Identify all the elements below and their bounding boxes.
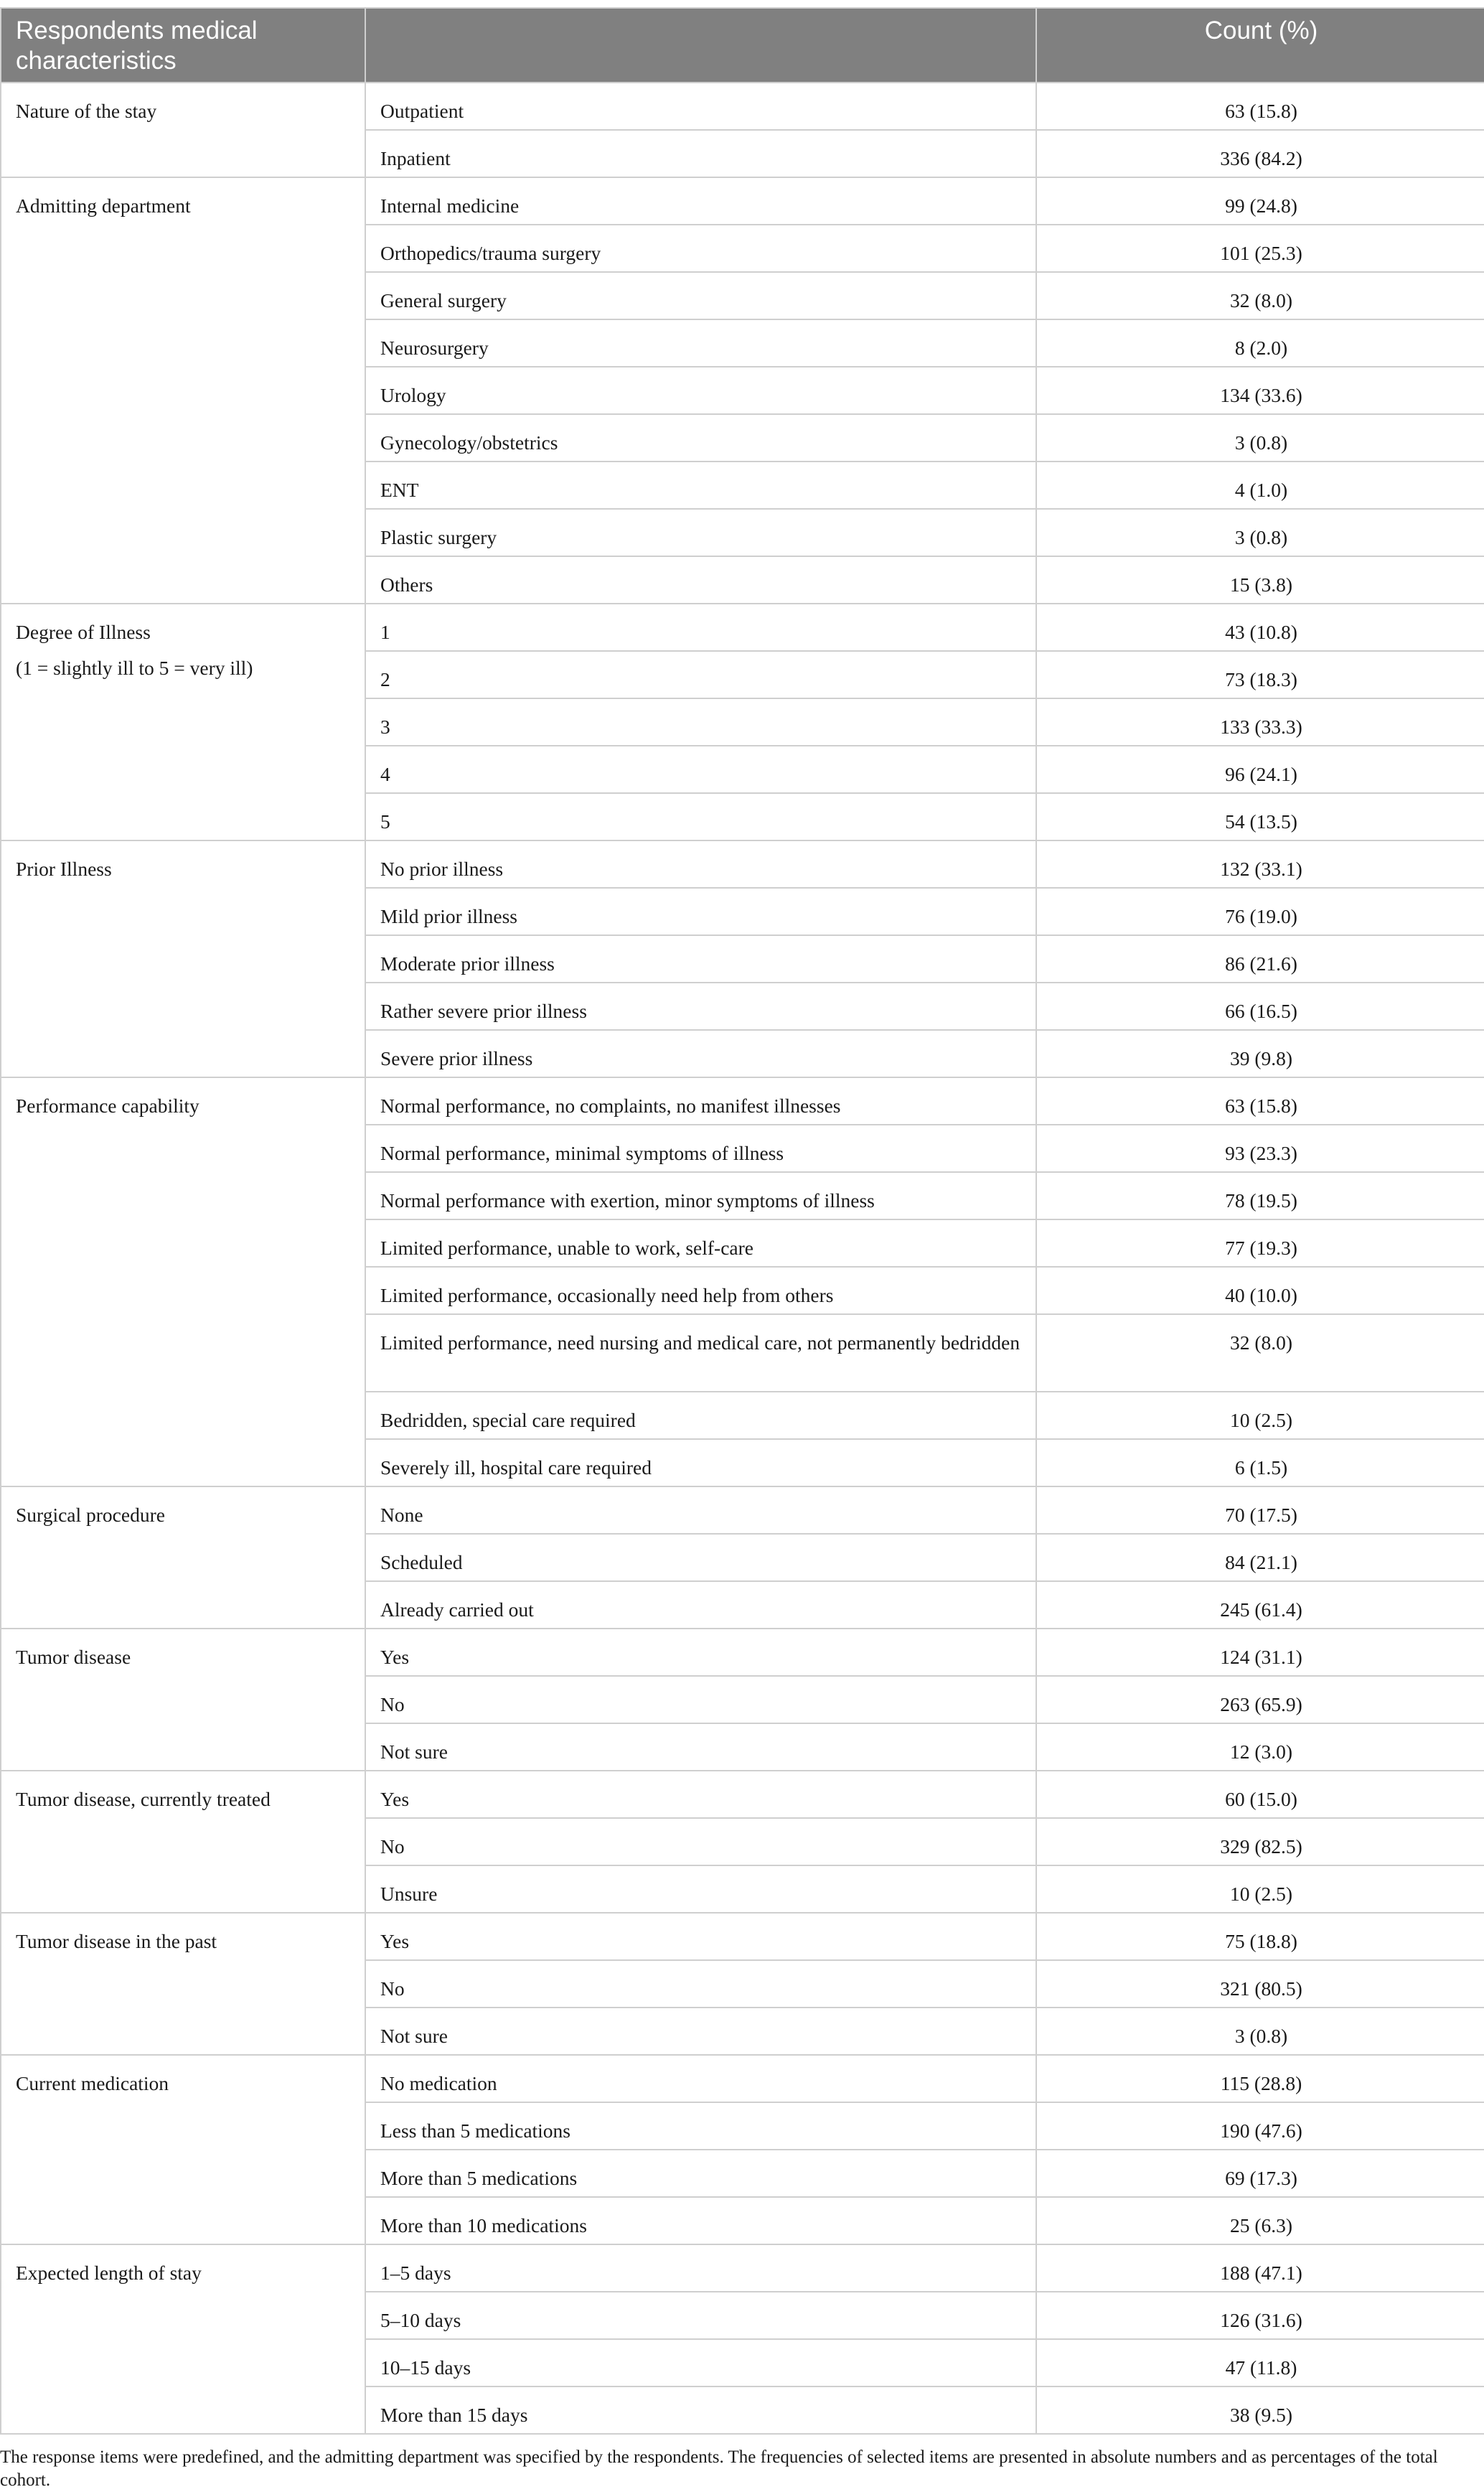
item-cell: Gynecology/obstetrics xyxy=(365,414,1036,462)
count-cell: 38 (9.5) xyxy=(1036,2386,1484,2434)
medical-characteristics-table xyxy=(0,7,1484,2435)
item-cell: 5 xyxy=(365,793,1036,840)
count-cell: 93 (23.3) xyxy=(1036,1125,1484,1172)
item-cell: 10–15 days xyxy=(365,2339,1036,2386)
count-cell: 12 (3.0) xyxy=(1036,1723,1484,1771)
count-cell: 39 (9.8) xyxy=(1036,1030,1484,1077)
item-cell: Severely ill, hospital care required xyxy=(365,1439,1036,1486)
group-cell xyxy=(1,2055,365,2244)
count-cell: 66 (16.5) xyxy=(1036,983,1484,1030)
table-row xyxy=(1,1486,1484,1534)
item-cell: Internal medicine xyxy=(365,177,1036,225)
item-cell: Already carried out xyxy=(365,1581,1036,1629)
item-cell: More than 5 medications xyxy=(365,2150,1036,2197)
item-cell: Scheduled xyxy=(365,1534,1036,1581)
item-cell: Limited performance, unable to work, self-care xyxy=(365,1219,1036,1267)
group-cell xyxy=(1,1913,365,2055)
document xyxy=(0,7,1484,2492)
count-cell: 245 (61.4) xyxy=(1036,1581,1484,1629)
group-cell xyxy=(1,604,365,840)
header-characteristic: Respondents medical characteristics xyxy=(1,8,365,83)
group-label: Tumor disease in the past xyxy=(16,1930,217,1952)
count-cell: 63 (15.8) xyxy=(1036,1077,1484,1125)
item-cell: 1 xyxy=(365,604,1036,651)
item-cell: Neurosurgery xyxy=(365,319,1036,367)
item-cell: No prior illness xyxy=(365,840,1036,888)
item-cell: Outpatient xyxy=(365,83,1036,130)
table-row xyxy=(1,1077,1484,1125)
count-cell: 25 (6.3) xyxy=(1036,2197,1484,2244)
count-cell: 133 (33.3) xyxy=(1036,698,1484,746)
table-row xyxy=(1,840,1484,888)
item-cell: ENT xyxy=(365,462,1036,509)
count-cell: 76 (19.0) xyxy=(1036,888,1484,935)
count-cell: 60 (15.0) xyxy=(1036,1771,1484,1818)
table-row xyxy=(1,1913,1484,1960)
count-cell: 70 (17.5) xyxy=(1036,1486,1484,1534)
item-cell: 5–10 days xyxy=(365,2292,1036,2339)
count-cell: 54 (13.5) xyxy=(1036,793,1484,840)
item-cell: Moderate prior illness xyxy=(365,935,1036,983)
count-cell: 124 (31.1) xyxy=(1036,1629,1484,1676)
table-row xyxy=(1,2244,1484,2292)
count-cell: 73 (18.3) xyxy=(1036,651,1484,698)
count-cell: 32 (8.0) xyxy=(1036,272,1484,319)
table-row xyxy=(1,1771,1484,1818)
count-cell: 190 (47.6) xyxy=(1036,2102,1484,2150)
count-cell: 132 (33.1) xyxy=(1036,840,1484,888)
item-cell: Orthopedics/trauma surgery xyxy=(365,225,1036,272)
item-cell: Yes xyxy=(365,1629,1036,1676)
item-cell: General surgery xyxy=(365,272,1036,319)
count-cell: 263 (65.9) xyxy=(1036,1676,1484,1723)
item-cell: Plastic surgery xyxy=(365,509,1036,556)
table-header-row xyxy=(1,8,1484,83)
count-cell: 96 (24.1) xyxy=(1036,746,1484,793)
item-cell: No xyxy=(365,1818,1036,1865)
item-cell: Bedridden, special care required xyxy=(365,1392,1036,1439)
item-cell: Others xyxy=(365,556,1036,604)
table-footnote: The response items were predefined, and the admitting department was specified by the respondents. The frequencies of selected items are presented in absolute numbers and as percentages of the total cohort. xyxy=(0,2448,1438,2490)
count-cell: 6 (1.5) xyxy=(1036,1439,1484,1486)
item-cell: 2 xyxy=(365,651,1036,698)
group-label: Tumor disease xyxy=(16,1646,131,1668)
group-cell xyxy=(1,1077,365,1486)
count-cell: 75 (18.8) xyxy=(1036,1913,1484,1960)
count-cell: 321 (80.5) xyxy=(1036,1960,1484,2008)
item-cell: Normal performance with exertion, minor symptoms of illness xyxy=(365,1172,1036,1219)
group-label: Admitting department xyxy=(16,195,191,217)
item-cell: Not sure xyxy=(365,1723,1036,1771)
item-cell: Limited performance, occasionally need help from others xyxy=(365,1267,1036,1314)
table-row xyxy=(1,1629,1484,1676)
item-cell: No xyxy=(365,1960,1036,2008)
count-cell: 134 (33.6) xyxy=(1036,367,1484,414)
group-cell xyxy=(1,2244,365,2434)
item-cell: More than 15 days xyxy=(365,2386,1036,2434)
count-cell: 99 (24.8) xyxy=(1036,177,1484,225)
count-cell: 10 (2.5) xyxy=(1036,1392,1484,1439)
item-cell: None xyxy=(365,1486,1036,1534)
count-cell: 188 (47.1) xyxy=(1036,2244,1484,2292)
item-cell: Less than 5 medications xyxy=(365,2102,1036,2150)
count-cell: 3 (0.8) xyxy=(1036,2008,1484,2055)
table-body xyxy=(1,83,1484,2434)
item-cell: Mild prior illness xyxy=(365,888,1036,935)
table-row xyxy=(1,604,1484,651)
item-cell: Severe prior illness xyxy=(365,1030,1036,1077)
group-label: Prior Illness xyxy=(16,858,112,880)
group-sublabel: (1 = slightly ill to 5 = very ill) xyxy=(16,657,253,679)
item-cell: 1–5 days xyxy=(365,2244,1036,2292)
count-cell: 69 (17.3) xyxy=(1036,2150,1484,2197)
item-cell: Yes xyxy=(365,1771,1036,1818)
item-cell: Not sure xyxy=(365,2008,1036,2055)
item-cell: Normal performance, no complaints, no manifest illnesses xyxy=(365,1077,1036,1125)
table-row xyxy=(1,2055,1484,2102)
group-cell xyxy=(1,1629,365,1771)
table-row xyxy=(1,83,1484,130)
group-cell xyxy=(1,1486,365,1629)
count-cell: 3 (0.8) xyxy=(1036,414,1484,462)
group-label: Surgical procedure xyxy=(16,1504,165,1526)
count-cell: 10 (2.5) xyxy=(1036,1865,1484,1913)
count-cell: 84 (21.1) xyxy=(1036,1534,1484,1581)
group-cell xyxy=(1,83,365,177)
group-label: Nature of the stay xyxy=(16,100,157,122)
group-label: Expected length of stay xyxy=(16,2262,202,2284)
group-label: Tumor disease, currently treated xyxy=(16,1788,271,1810)
item-cell: 4 xyxy=(365,746,1036,793)
item-cell: Normal performance, minimal symptoms of illness xyxy=(365,1125,1036,1172)
group-cell xyxy=(1,177,365,604)
count-cell: 4 (1.0) xyxy=(1036,462,1484,509)
count-cell: 47 (11.8) xyxy=(1036,2339,1484,2386)
table-row xyxy=(1,177,1484,225)
count-cell: 15 (3.8) xyxy=(1036,556,1484,604)
count-cell: 8 (2.0) xyxy=(1036,319,1484,367)
group-cell xyxy=(1,1771,365,1913)
item-cell: No medication xyxy=(365,2055,1036,2102)
item-cell: Yes xyxy=(365,1913,1036,1960)
item-cell: No xyxy=(365,1676,1036,1723)
count-cell: 32 (8.0) xyxy=(1036,1314,1484,1392)
count-cell: 115 (28.8) xyxy=(1036,2055,1484,2102)
count-cell: 78 (19.5) xyxy=(1036,1172,1484,1219)
count-cell: 86 (21.6) xyxy=(1036,935,1484,983)
item-cell: Urology xyxy=(365,367,1036,414)
header-item xyxy=(365,8,1036,83)
count-cell: 77 (19.3) xyxy=(1036,1219,1484,1267)
item-cell: Rather severe prior illness xyxy=(365,983,1036,1030)
group-label: Current medication xyxy=(16,2072,169,2094)
item-cell: 3 xyxy=(365,698,1036,746)
count-cell: 43 (10.8) xyxy=(1036,604,1484,651)
count-cell: 40 (10.0) xyxy=(1036,1267,1484,1314)
count-cell: 336 (84.2) xyxy=(1036,130,1484,177)
count-cell: 3 (0.8) xyxy=(1036,509,1484,556)
group-cell xyxy=(1,840,365,1077)
count-cell: 101 (25.3) xyxy=(1036,225,1484,272)
count-cell: 126 (31.6) xyxy=(1036,2292,1484,2339)
item-cell: Inpatient xyxy=(365,130,1036,177)
group-label: Performance capability xyxy=(16,1095,199,1117)
item-cell: Limited performance, need nursing and medical care, not permanently bedridden xyxy=(365,1314,1036,1392)
count-cell: 329 (82.5) xyxy=(1036,1818,1484,1865)
count-cell: 63 (15.8) xyxy=(1036,83,1484,130)
item-cell: Unsure xyxy=(365,1865,1036,1913)
group-label: Degree of Illness xyxy=(16,621,151,643)
header-count: Count (%) xyxy=(1036,8,1484,83)
item-cell: More than 10 medications xyxy=(365,2197,1036,2244)
